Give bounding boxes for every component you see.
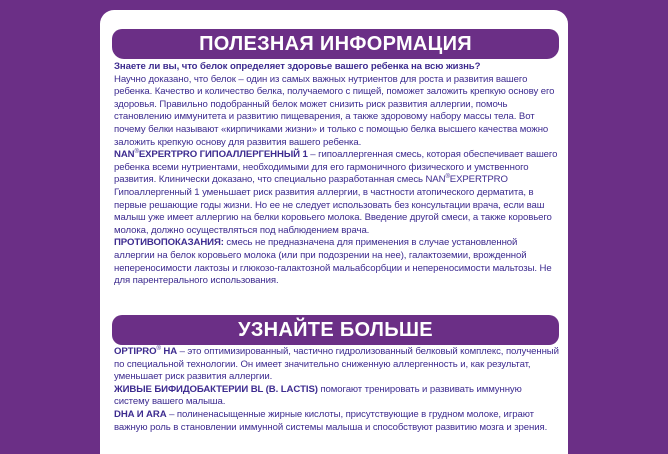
- product-text-1: – гипоаллергенная смесь, которая обеспечивает вашего ребенка всеми нутриентами, необходимыми для его гармоничного физического и умственного развития. Клинически доказано, что специально разработанная смесь NAN: [114, 149, 558, 186]
- header-useful-info: ПОЛЕЗНАЯ ИНФОРМАЦИЯ: [112, 29, 559, 59]
- optipro-paragraph: [114, 346, 559, 384]
- optipro-reg-mark: ®: [156, 345, 161, 352]
- optipro-label-rest: HA: [160, 346, 178, 357]
- product-name-rest: EXPERTPRO ГИПОАЛЛЕРГЕННЫЙ 1: [138, 149, 308, 161]
- optipro-text: – это оптимизированный, частично гидролизованный белковый комплекс, полученный по специальной технологии. Он имеет значительно сниженную аллергенность и, как результат, уменьшает риск развития аллергии.: [114, 346, 559, 383]
- bifido-paragraph: [114, 384, 559, 409]
- protein-paragraph: Научно доказано, что белок – один из самых важных нутриентов для роста и развития вашего ребенка. Качество и количество белка, получаемого с пищей, поможет заложить крепкую основу его здоровья. Правильно подобранный белок может снизить риск развития аллергии, помочь становлению иммунитета и развитию пищеварения, а также здоровому набору массы тела. Вот почему белки называют «кирпичиками жизни» и только с помощью белка высшего качества можно заложить крепкую основу для развития вашего ребенка.: [114, 73, 555, 148]
- bifido-label: ЖИВЫЕ БИФИДОБАКТЕРИИ BL (B. LACTIS): [114, 383, 318, 395]
- contraindications-label: ПРОТИВОПОКАЗАНИЯ:: [114, 237, 224, 249]
- contraindications-text: смесь не предназначена для применения в случае установленной аллергии на белок коровьего молока (или при подозрении на нее), галактоземии, врожденной непереносимости лактозы и глюкозо-галактозной мальабсорбции и непереносимости мальтозы. Не для парентерального использования.: [114, 237, 552, 287]
- contraindications-paragraph: [114, 237, 559, 287]
- dha-label: DHA И ARA: [114, 408, 167, 420]
- product-text-2: EXPERTPRO Гипоаллергенный 1 уменьшает риск развития аллергии, в частности атопического дерматита, в первые решающие годы жизни. Но ее не следует использовать без консультации врача, если ваш малыш уже имеет аллергию на белки коровьего молока. Введение другой смеси, а также коровьего молока, должно осуществляться под наблюдением врача.: [114, 174, 552, 236]
- dha-text: – полиненасыщенные жирные кислоты, присутствующие в грудном молоке, играют важную роль в становлении иммунной системы малыша и способствуют развитию мозга и зрения.: [114, 408, 548, 433]
- header-learn-more: УЗНАЙТЕ БОЛЬШЕ: [112, 315, 559, 345]
- intro-question: Знаете ли вы, что белок определяет здоровье вашего ребенка на всю жизнь?: [114, 61, 481, 72]
- product-paragraph: [114, 149, 559, 237]
- optipro-label: OPTIPRO: [114, 346, 157, 357]
- product-reg-mark-2: ®: [445, 174, 450, 181]
- useful-info-text: [114, 61, 559, 288]
- product-name: NAN: [114, 149, 135, 161]
- bifido-text: помогают тренировать и развивать иммунную систему вашего малыша.: [114, 383, 522, 408]
- dha-paragraph: [114, 409, 559, 434]
- learn-more-text: [114, 346, 559, 434]
- product-reg-mark: ®: [134, 148, 139, 155]
